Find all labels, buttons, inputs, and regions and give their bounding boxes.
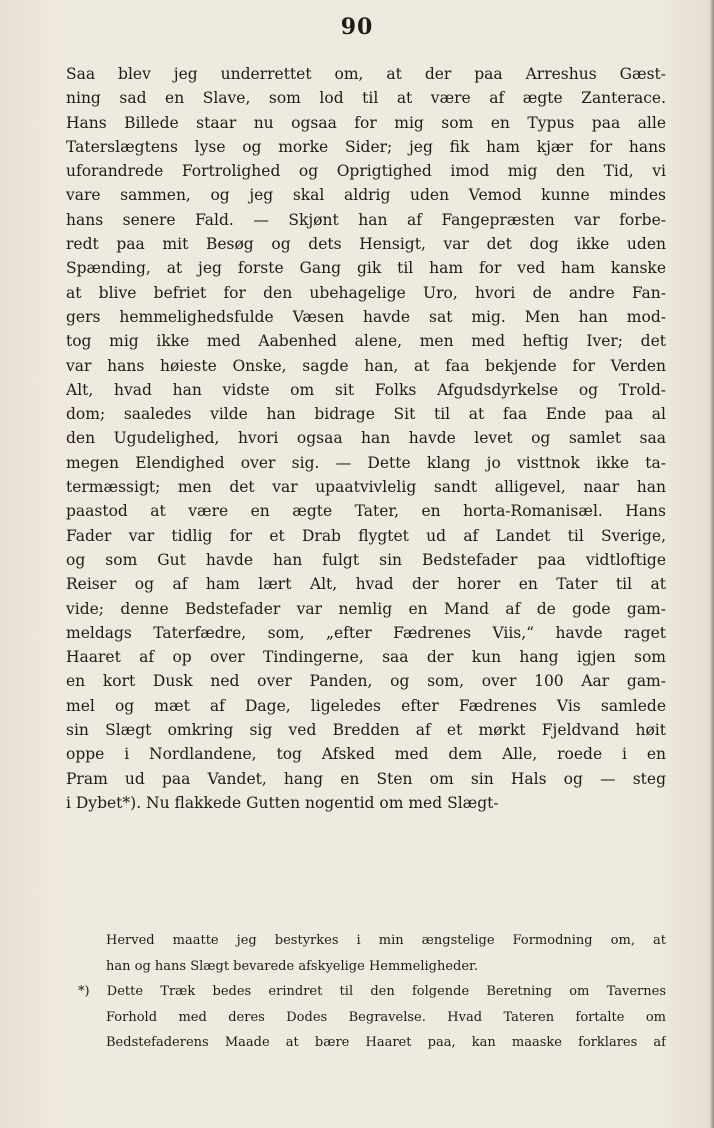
page-number: 90	[340, 14, 374, 40]
body-line: vide; denne Bedstefader var nemlig en Mand af de gode gam-	[66, 599, 666, 618]
body-line: Fader var tidlig for et Drab flygtet ud af Landet til Sverige,	[66, 526, 666, 545]
body-line: tog mig ikke med Aabenhed alene, men med heftig Iver; det	[66, 332, 666, 351]
body-line: sin Slægt omkring sig ved Bredden af et mørkt Fjeldvand høit	[66, 721, 666, 740]
body-line: hans senere Fald. — Skjønt han af Fangepræsten var forbe-	[66, 210, 666, 229]
body-line: Reiser og af ham lært Alt, hvad der horer en Tater til at	[66, 575, 666, 594]
body-line: oppe i Nordlandene, tog Afsked med dem Alle, roede i en	[66, 745, 666, 764]
body-line: og som Gut havde han fulgt sin Bedstefader paa vidtloftige	[66, 550, 666, 569]
body-line: Taterslægtens lyse og morke Sider; jeg fik ham kjær for hans	[66, 137, 666, 156]
body-line: gers hemmelighedsfulde Væsen havde sat mig. Men han mod-	[66, 307, 666, 326]
body-line: Saa blev jeg underrettet om, at der paa Arreshus Gæst-	[66, 65, 666, 83]
body-line: megen Elendighed over sig. — Dette klang jo visttnok ikke ta-	[66, 453, 666, 472]
footnote-line: Bedstefaderens Maade at bære Haaret paa, kan maaske forklares af	[106, 1035, 666, 1051]
footnote-line: *) Dette Træk bedes erindret til den folgende Beretning om Tavernes	[78, 984, 666, 1000]
body-line: Pram ud paa Vandet, hang en Sten om sin Hals og — steg	[66, 769, 666, 788]
body-line: mel og mæt af Dage, ligeledes efter Fædrenes Vis samlede	[66, 696, 666, 715]
body-line: redt paa mit Besøg og dets Hensigt, var det dog ikke uden	[66, 235, 666, 254]
body-line: Spænding, at jeg forste Gang gik til ham for ved ham kanske	[66, 259, 666, 278]
footnote-line: Forhold med deres Dodes Begravelse. Hvad Tateren fortalte om	[106, 1009, 666, 1025]
body-line: at blive befriet for den ubehagelige Uro, hvori de andre Fan-	[66, 283, 666, 302]
body-line: den Ugudelighed, hvori ogsaa han havde levet og samlet saa	[66, 429, 666, 448]
body-line: dom; saaledes vilde han bidrage Sit til at faa Ende paa al	[66, 405, 666, 424]
body-line: vare sammen, og jeg skal aldrig uden Vemod kunne mindes	[66, 186, 666, 205]
body-line: paastod at være en ægte Tater, en horta-Romanisæl. Hans	[66, 502, 666, 521]
body-line: Alt, hvad han vidste om sit Folks Afgudsdyrkelse og Trold-	[66, 380, 666, 399]
body-line: Haaret af op over Tindingerne, saa der kun hang igjen som	[66, 648, 666, 667]
body-line: uforandrede Fortrolighed og Oprigtighed imod mig den Tid, vi	[66, 162, 666, 181]
body-line: var hans høieste Onske, sagde han, at faa bekjende for Verden	[66, 356, 666, 375]
body-text	[66, 62, 666, 815]
body-line: ning sad en Slave, som lod til at være af ægte Zanterace.	[66, 89, 666, 108]
footnotes	[66, 928, 666, 1056]
footnote-line: Herved maatte jeg bestyrkes i min ængstelige Formodning om, at	[106, 933, 666, 948]
body-line: en kort Dusk ned over Panden, og som, over 100 Aar gam-	[66, 672, 666, 691]
footnote-line: han og hans Slægt bevarede afskyelige Hemmeligheder.	[106, 958, 478, 974]
page-edge	[710, 0, 714, 1128]
body-line: termæssigt; men det var upaatvivlelig sandt alligevel, naar han	[66, 478, 666, 497]
body-line: Hans Billede staar nu ogsaa for mig som en Typus paa alle	[66, 113, 666, 132]
body-line: i Dybet*). Nu flakkede Gutten nogentid om med Slægt-	[66, 793, 499, 812]
body-line: meldags Taterfædre, som, „efter Fædrenes Viis,“ havde raget	[66, 623, 666, 642]
